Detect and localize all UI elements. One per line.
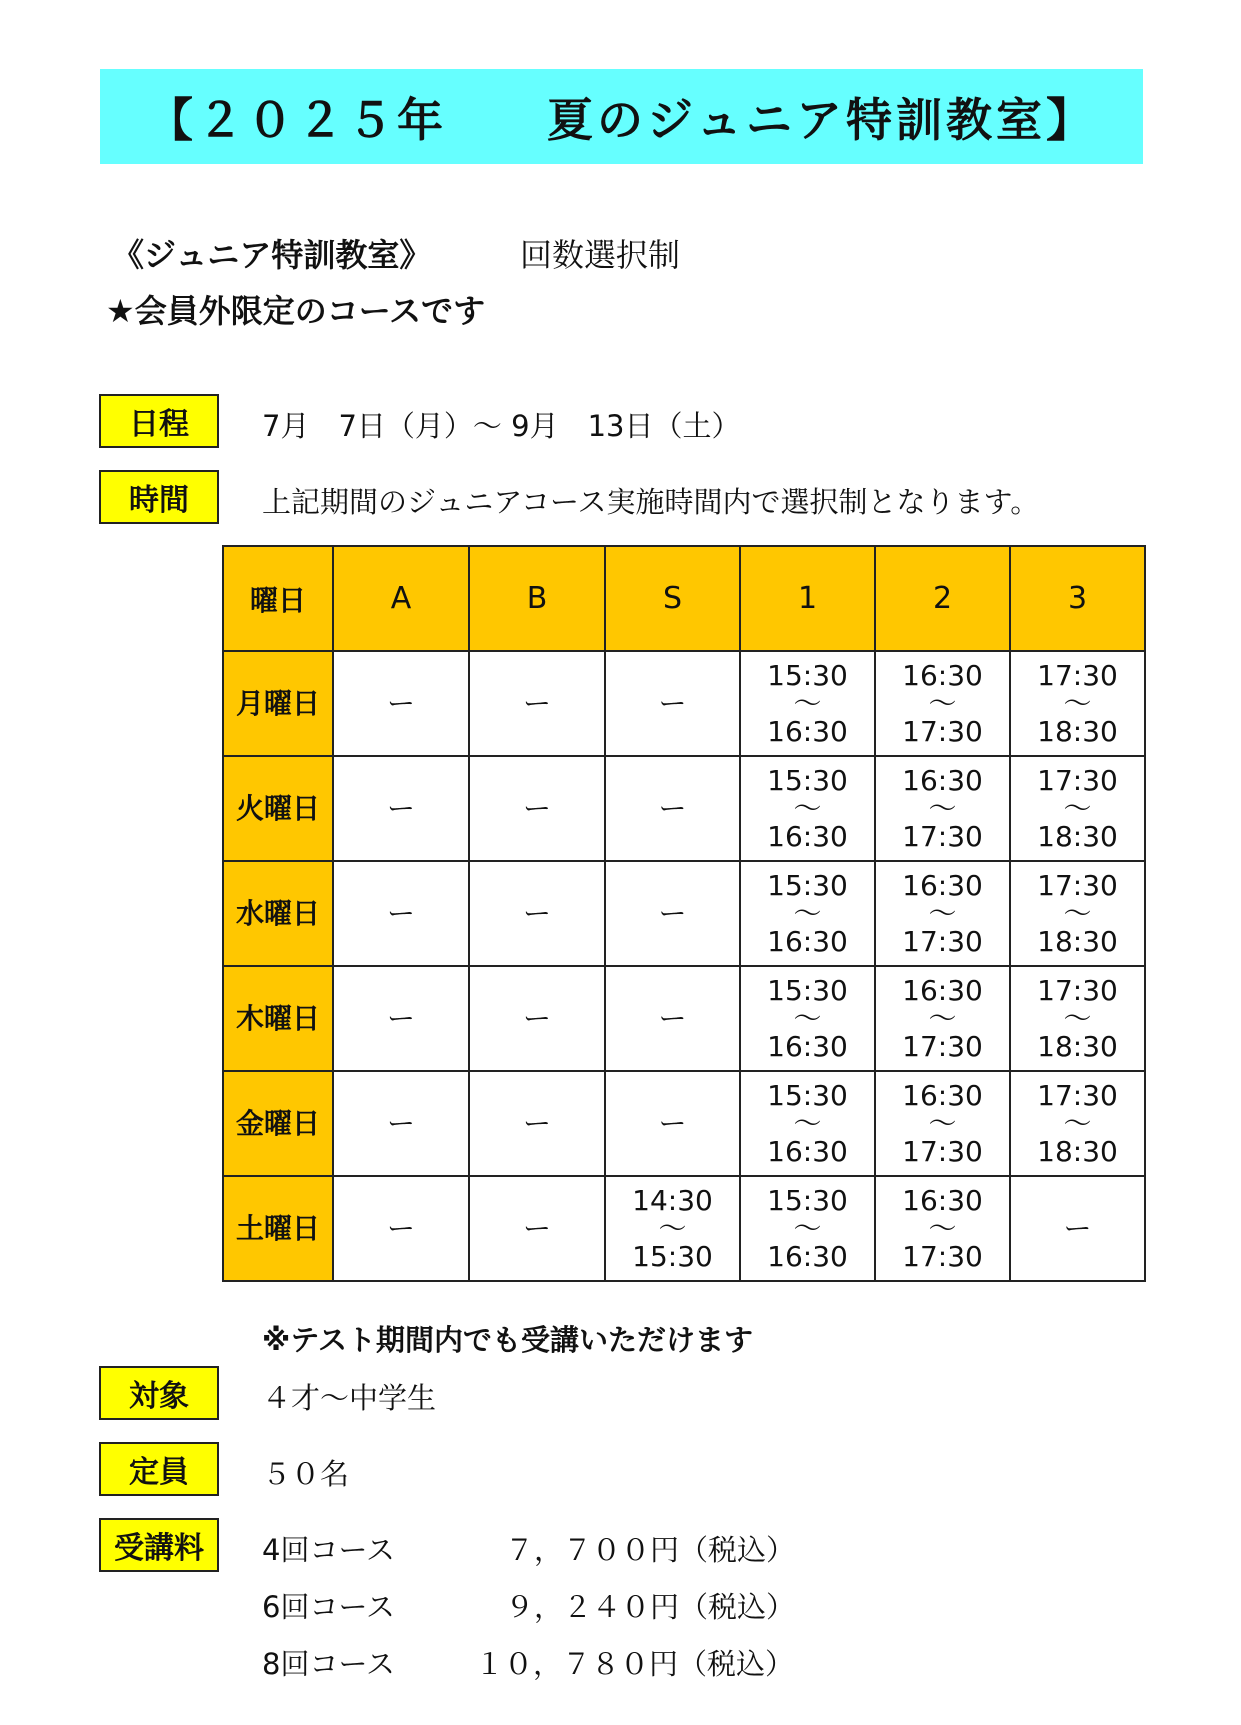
fee-course: 6回コース (262, 1590, 396, 1624)
time-cell: ー (469, 1071, 605, 1176)
fee-course: 8回コース (262, 1647, 396, 1681)
time-cell: 15:30 ～ 16:30 (740, 966, 875, 1071)
schedule-value: 7月 7日（月）～ 9月 13日（土） (262, 409, 741, 443)
table-header: 曜日 (223, 546, 333, 651)
table-header: 3 (1010, 546, 1145, 651)
time-cell: ー (605, 1071, 740, 1176)
time-cell: ー (1010, 1176, 1145, 1281)
day-cell: 土曜日 (223, 1176, 333, 1281)
target-label: 対象 (99, 1366, 219, 1420)
time-cell: 17:30 ～ 18:30 (1010, 1071, 1145, 1176)
fee-label: 受講料 (99, 1518, 219, 1572)
time-cell: 16:30 ～ 17:30 (875, 756, 1010, 861)
time-cell: 16:30 ～ 17:30 (875, 651, 1010, 756)
test-period-note: ※テスト期間内でも受講いただけます (262, 1323, 754, 1357)
table-header: S (605, 546, 740, 651)
time-cell: ー (333, 756, 469, 861)
time-cell: ー (469, 756, 605, 861)
time-cell: ー (469, 1176, 605, 1281)
time-cell: 15:30 ～ 16:30 (740, 651, 875, 756)
time-cell: 17:30 ～ 18:30 (1010, 651, 1145, 756)
table-row (223, 651, 1145, 756)
time-cell: 17:30 ～ 18:30 (1010, 861, 1145, 966)
time-cell: ー (469, 651, 605, 756)
time-cell: 17:30 ～ 18:30 (1010, 966, 1145, 1071)
time-cell: 16:30 ～ 17:30 (875, 966, 1010, 1071)
table-row (223, 966, 1145, 1071)
time-cell: 16:30 ～ 17:30 (875, 1176, 1010, 1281)
time-cell: 15:30 ～ 16:30 (740, 756, 875, 861)
table-row (223, 1071, 1145, 1176)
time-cell: 14:30 ～ 15:30 (605, 1176, 740, 1281)
fee-price: ７，７００円（税込） (505, 1533, 796, 1567)
table-row (223, 861, 1145, 966)
fee-price: １０，７８０円（税込） (475, 1647, 795, 1681)
time-label: 時間 (99, 470, 219, 524)
table-header: 2 (875, 546, 1010, 651)
table-header-row (223, 546, 1145, 651)
time-cell: 15:30 ～ 16:30 (740, 1176, 875, 1281)
table-header: B (469, 546, 605, 651)
time-cell: ー (333, 861, 469, 966)
target-value: ４才～中学生 (262, 1381, 437, 1415)
page-title: 【２０２５年 夏のジュニア特訓教室】 (100, 69, 1143, 164)
day-cell: 木曜日 (223, 966, 333, 1071)
schedule-table (222, 545, 1146, 1282)
table-row (223, 756, 1145, 861)
time-cell: ー (333, 966, 469, 1071)
capacity-label: 定員 (99, 1442, 219, 1496)
time-cell: ー (333, 1071, 469, 1176)
time-cell: ー (333, 651, 469, 756)
time-cell: ー (605, 756, 740, 861)
time-cell: 15:30 ～ 16:30 (740, 861, 875, 966)
time-cell: ー (333, 1176, 469, 1281)
time-cell: ー (605, 966, 740, 1071)
time-cell: 15:30 ～ 16:30 (740, 1071, 875, 1176)
day-cell: 月曜日 (223, 651, 333, 756)
time-cell: 16:30 ～ 17:30 (875, 861, 1010, 966)
day-cell: 金曜日 (223, 1071, 333, 1176)
members-notice: ★会員外限定のコースです (106, 292, 486, 330)
subtitle-right: 回数選択制 (520, 236, 681, 274)
time-cell: 17:30 ～ 18:30 (1010, 756, 1145, 861)
time-cell: 16:30 ～ 17:30 (875, 1071, 1010, 1176)
capacity-value: ５０名 (262, 1457, 350, 1491)
table-header: A (333, 546, 469, 651)
subtitle: 《ジュニア特訓教室》 (112, 236, 432, 274)
time-cell: ー (605, 861, 740, 966)
fee-course: 4回コース (262, 1533, 396, 1567)
table-row (223, 1176, 1145, 1281)
time-cell: ー (469, 861, 605, 966)
table-header: 1 (740, 546, 875, 651)
day-cell: 水曜日 (223, 861, 333, 966)
schedule-label: 日程 (99, 394, 219, 448)
day-cell: 火曜日 (223, 756, 333, 861)
fee-price: ９，２４０円（税込） (505, 1590, 796, 1624)
time-cell: ー (469, 966, 605, 1071)
time-value: 上記期間のジュニアコース実施時間内で選択制となります。 (262, 485, 1040, 519)
time-cell: ー (605, 651, 740, 756)
